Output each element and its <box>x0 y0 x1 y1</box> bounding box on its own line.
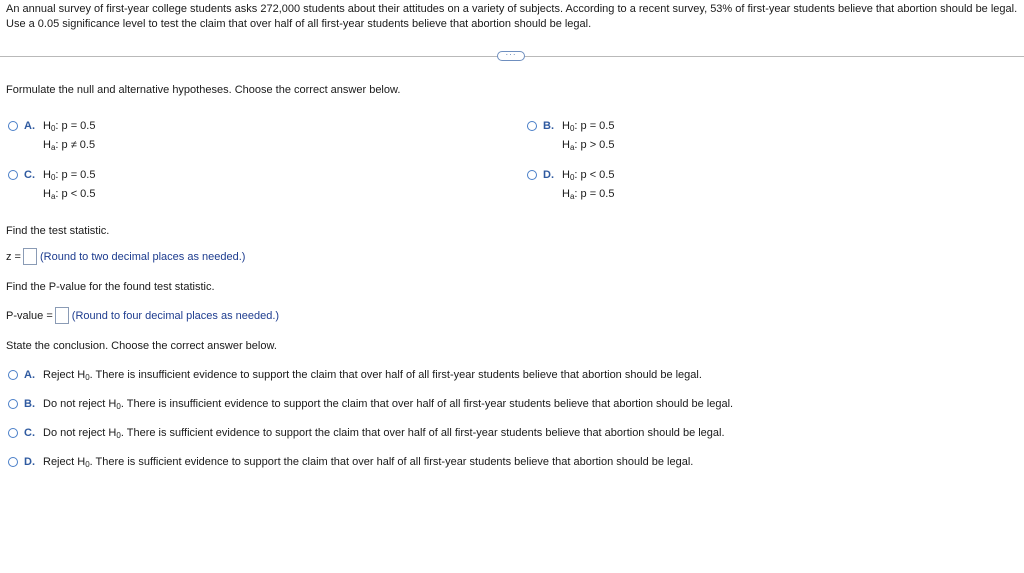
hypothesis-option-a[interactable] <box>8 120 95 155</box>
z-rounding-hint: (Round to two decimal places as needed.) <box>39 250 246 263</box>
hypothesis-option-b[interactable] <box>527 120 614 155</box>
p-value-prompt: Find the P-value for the found test statistic. <box>6 281 215 293</box>
conclusion-option-a[interactable] <box>8 369 702 381</box>
z-answer-input[interactable] <box>23 248 37 265</box>
radio-conclusion-b-icon[interactable] <box>8 399 18 409</box>
conclusion-text: Do not reject $H_0$. There is sufficient evidence to support the claim that over half of all first-year students believe that abortion should be legal. <box>43 427 725 440</box>
hypotheses-prompt: Formulate the null and alternative hypotheses. Choose the correct answer below. <box>6 84 401 96</box>
conclusion-text: Reject $H_0$. There is sufficient evidence to support the claim that over half of all first-year students believe that abortion should be legal. <box>43 456 694 469</box>
hypothesis-text: $H_0$: p = 0.5 $H_a$: p ≠ 0.5 <box>43 120 96 152</box>
z-label: z = <box>6 250 21 263</box>
radio-conclusion-c-icon[interactable] <box>8 428 18 438</box>
test-statistic-row <box>6 248 245 265</box>
hypothesis-option-c[interactable] <box>8 169 95 204</box>
p-value-row <box>6 307 279 324</box>
hypothesis-text: $H_0$: p < 0.5 $H_a$: p = 0.5 <box>562 169 615 201</box>
hypothesis-text: $H_0$: p = 0.5 $H_a$: p > 0.5 <box>562 120 615 152</box>
option-letter: C. <box>24 169 35 181</box>
p-value-answer-input[interactable] <box>55 307 69 324</box>
conclusion-text: Do not reject $H_0$. There is insufficient evidence to support the claim that over half of all first-year students believe that abortion should be legal. <box>43 398 734 411</box>
p-value-label: P-value = <box>6 309 53 322</box>
test-statistic-prompt: Find the test statistic. <box>6 225 110 237</box>
option-letter: A. <box>24 120 35 132</box>
hypothesis-option-d[interactable] <box>527 169 614 204</box>
expand-more-button[interactable]: ··· <box>497 51 525 61</box>
conclusion-prompt: State the conclusion. Choose the correct answer below. <box>6 340 277 352</box>
problem-statement: An annual survey of first-year college students asks 272,000 students about their attitudes on a variety of subjects. According to a recent survey, 53% of first-year students believe that abortion should be legal. Use a 0.05 significance level to test the claim that over half of all first-year students believe that abortion should be legal. <box>6 3 1018 30</box>
conclusion-option-b[interactable] <box>8 398 733 410</box>
option-letter: D. <box>24 456 35 468</box>
option-letter: B. <box>543 120 554 132</box>
conclusion-text: Reject $H_0$. There is insufficient evidence to support the claim that over half of all first-year students believe that abortion should be legal. <box>43 369 702 382</box>
radio-b-icon[interactable] <box>527 121 537 131</box>
radio-conclusion-a-icon[interactable] <box>8 370 18 380</box>
conclusion-option-d[interactable] <box>8 456 693 468</box>
option-letter: A. <box>24 369 35 381</box>
hypothesis-text: $H_0$: p = 0.5 $H_a$: p < 0.5 <box>43 169 96 201</box>
radio-conclusion-d-icon[interactable] <box>8 457 18 467</box>
conclusion-option-c[interactable] <box>8 427 725 439</box>
option-letter: D. <box>543 169 554 181</box>
radio-a-icon[interactable] <box>8 121 18 131</box>
p-value-rounding-hint: (Round to four decimal places as needed.) <box>71 309 280 322</box>
radio-d-icon[interactable] <box>527 170 537 180</box>
option-letter: C. <box>24 427 35 439</box>
option-letter: B. <box>24 398 35 410</box>
radio-c-icon[interactable] <box>8 170 18 180</box>
